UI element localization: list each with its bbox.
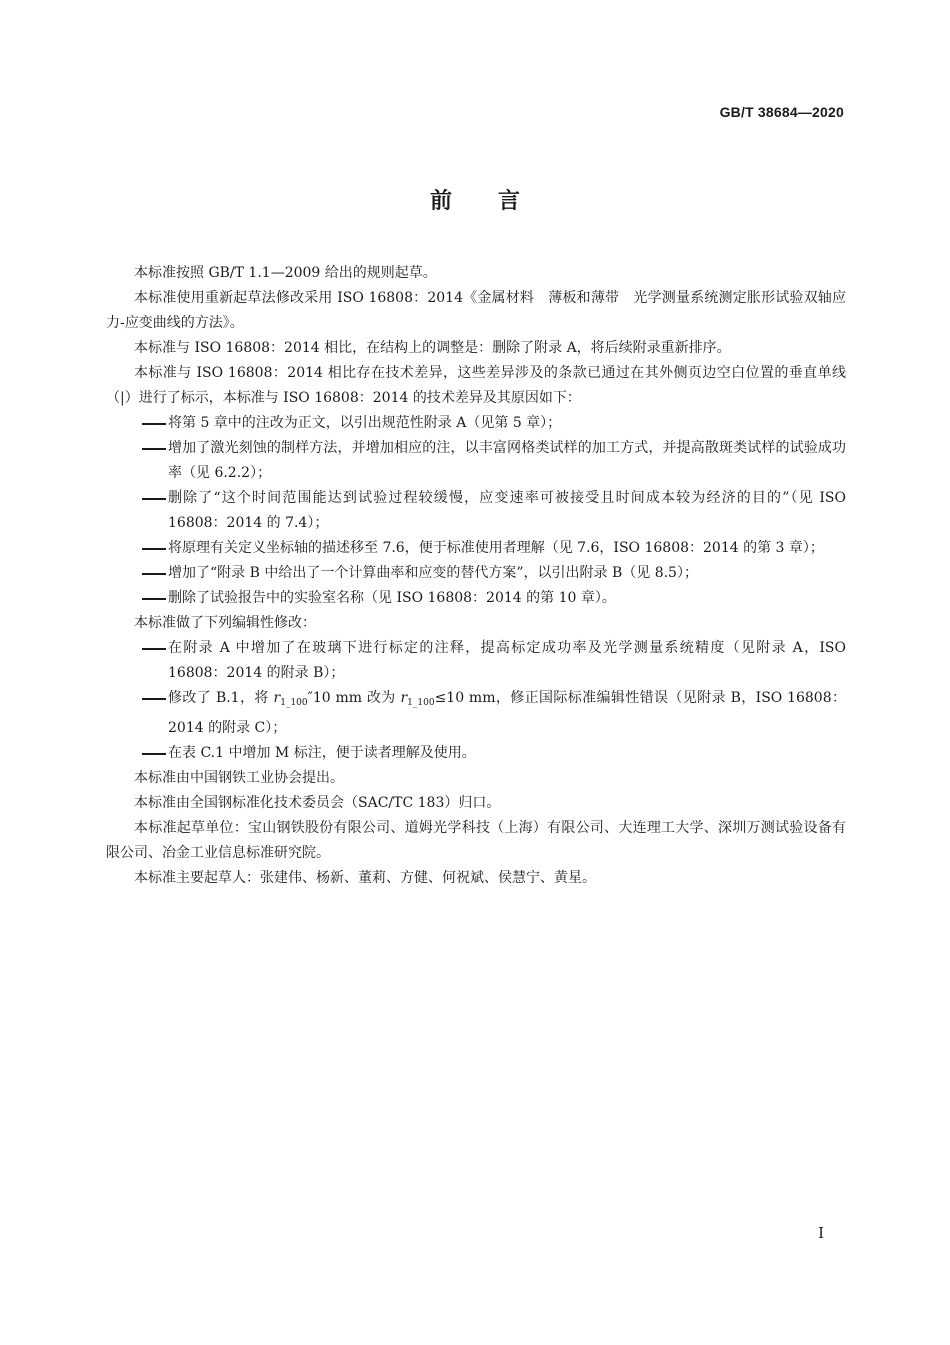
list-item: 删除了试验报告中的实验室名称（见 ISO 16808：2014 的第 10 章）。 <box>106 586 846 611</box>
dash-marker <box>142 448 166 450</box>
list-item: 将第 5 章中的注改为正文，以引出规范性附录 A（见第 5 章）； <box>106 411 846 436</box>
paragraph: 本标准主要起草人：张建伟、杨新、董莉、方健、何祝斌、侯慧宁、黄星。 <box>134 870 596 886</box>
paragraph: 本标准由全国钢标准化技术委员会（SAC/TC 183）归口。 <box>134 795 501 811</box>
paragraph: 本标准与 ISO 16808：2014 相比存在技术差异，这些差异涉及的条款已通过在其外侧页边空白位置的垂直单线（|）进行了标示，本标准与 ISO 16808：2014 的技术差异及其原因如下： <box>106 365 846 406</box>
variable-r: $r_{1\_100}$ <box>273 690 308 708</box>
list-item: 在表 C.1 中增加 M 标注，便于读者理解及使用。 <box>106 741 846 766</box>
paragraph: 本标准由中国钢铁工业协会提出。 <box>134 770 344 786</box>
foreword-body <box>106 261 846 891</box>
list-item: 将原理有关定义坐标轴的描述移至 7.6，便于标准使用者理解（见 7.6，ISO 16808：2014 的第 3 章）； <box>106 536 846 561</box>
dash-marker <box>142 498 166 500</box>
dash-marker <box>142 573 166 575</box>
paragraph: 本标准做了下列编辑性修改： <box>134 615 316 631</box>
variable-r: $r_{1\_100}$ <box>400 690 435 708</box>
paragraph: 本标准使用重新起草法修改采用 ISO 16808：2014《金属材料 薄板和薄带 光学测量系统测定胀形试验双轴应力-应变曲线的方法》。 <box>106 290 846 331</box>
paragraph: 本标准与 ISO 16808：2014 相比，在结构上的调整是：删除了附录 A，将后续附录重新排序。 <box>134 340 731 356</box>
dash-marker <box>142 698 166 700</box>
dash-marker <box>142 423 166 425</box>
dash-marker <box>142 753 166 755</box>
dash-marker <box>142 648 166 650</box>
dash-marker <box>142 598 166 600</box>
list-item: 增加了“附录 B 中给出了一个计算曲率和应变的替代方案”，以引出附录 B（见 8.5）； <box>106 561 846 586</box>
list-item: 删除了“这个时间范围能达到试验过程较缓慢，应变速率可被接受且时间成本较为经济的目的”（见 ISO 16808：2014 的 7.4）； <box>106 486 846 536</box>
list-item: 在附录 A 中增加了在玻璃下进行标定的注释，提高标定成功率及光学测量系统精度（见附录 A，ISO 16808：2014 的附录 B）； <box>106 636 846 686</box>
list-item: 修改了 B.1，将 $r_{1\_100}''10$ mm 改为 $r_{1\_100}\le 10$ mm，修正国际标准编辑性错误（见附录 B，ISO 16808：2014 的附录 C）； <box>106 686 846 741</box>
list-item: 增加了激光刻蚀的制样方法，并增加相应的注，以丰富网格类试样的加工方式，并提高散斑类试样的试验成功率（见 6.2.2）； <box>106 436 846 486</box>
page-title: 前言 <box>429 189 566 214</box>
paragraph: 本标准起草单位：宝山钢铁股份有限公司、道姆光学科技（上海）有限公司、大连理工大学、深圳万测试验设备有限公司、冶金工业信息标准研究院。 <box>106 820 846 861</box>
page-number: I <box>818 1224 824 1242</box>
paragraph: 本标准按照 GB/T 1.1—2009 给出的规则起草。 <box>134 265 437 281</box>
standard-number: GB/T 38684—2020 <box>719 104 844 120</box>
dash-marker <box>142 548 166 550</box>
